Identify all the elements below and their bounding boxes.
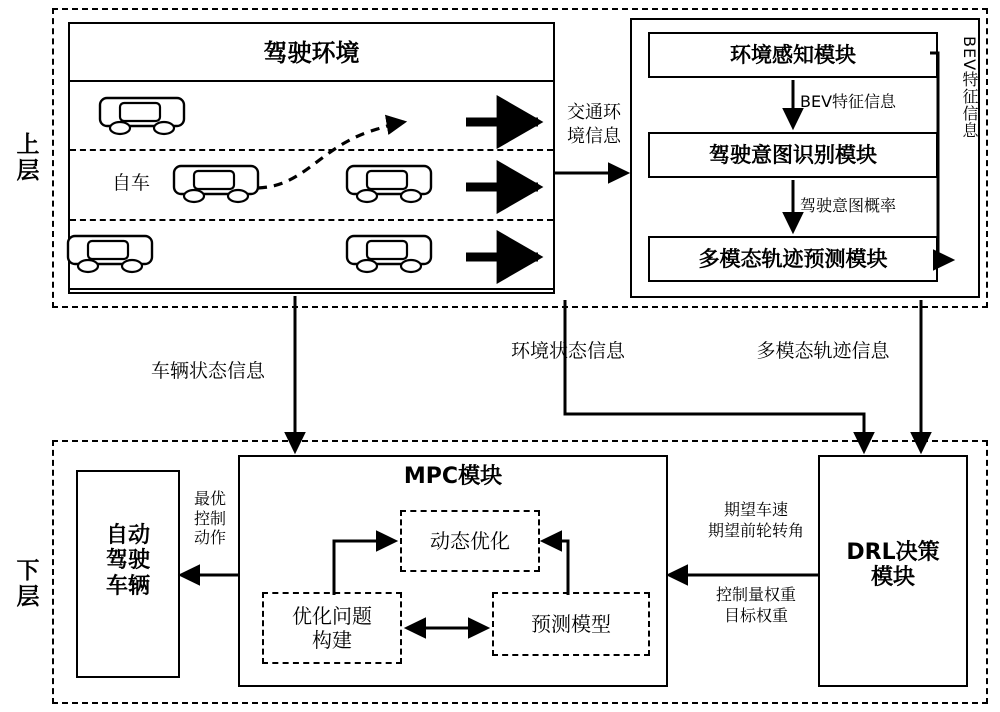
- dynamic-optimization-label: 动态优化: [430, 529, 510, 553]
- vehicle-state-label: 车辆状态信息: [150, 360, 265, 382]
- traffic-env-label-line2: 境信息: [567, 126, 621, 147]
- optimization-problem-line2: 构建: [312, 628, 352, 652]
- trajectory-module-label: 多模态轨迹预测模块: [698, 246, 888, 271]
- prediction-internal-arrows: [630, 18, 982, 300]
- autonomous-vehicle-line2: 驾驶: [105, 548, 150, 574]
- optimal-control-line2: 控制: [193, 508, 226, 528]
- mpc-internal-arrows: [238, 455, 670, 689]
- traffic-env-arrow: [552, 155, 636, 191]
- intention-module-label: 驾驶意图识别模块: [709, 142, 877, 167]
- drl-output-line4: 目标权重: [723, 605, 788, 625]
- driving-environment-title: 驾驶环境: [263, 39, 360, 67]
- drl-module-line2: 模块: [870, 565, 915, 591]
- drl-output-line3: 控制量权重: [715, 585, 796, 604]
- ego-vehicle-label: 自车: [111, 172, 150, 194]
- upper-layer-label: 上层: [16, 132, 40, 185]
- intent-probability-label: 驾驶意图概率: [800, 196, 897, 215]
- env-state-label: 环境状态信息: [510, 340, 625, 362]
- optimal-control-line1: 最优: [193, 489, 226, 508]
- optimal-control-label: [180, 489, 240, 548]
- traffic-env-label-line1: 交通环: [567, 102, 621, 123]
- lower-layer-label: 下层: [16, 558, 40, 611]
- prediction-model-label: 预测模型: [531, 612, 611, 636]
- drl-output-line2: 期望前轮转角: [707, 520, 804, 540]
- optimization-problem-line1: 优化问题: [292, 604, 372, 628]
- optimal-control-line3: 动作: [193, 528, 226, 548]
- autonomous-vehicle-label: [76, 523, 180, 599]
- drl-module-line1: DRL决策: [846, 540, 940, 565]
- multimodal-traj-label: 多模态轨迹信息: [756, 340, 890, 362]
- autonomous-vehicle-line3: 车辆: [105, 573, 150, 599]
- autonomous-vehicle-line1: 自动: [105, 523, 150, 548]
- drl-output-lower-label: [688, 585, 824, 627]
- drl-output-line1: 期望车速: [723, 500, 788, 519]
- bev-feature-label: BEV特征信息: [800, 92, 897, 111]
- bev-feature-side-label: BEV特征信息: [960, 36, 979, 140]
- drl-output-upper-label: [688, 500, 824, 542]
- perception-module-label: 环境感知模块: [730, 42, 856, 67]
- mpc-module-title: MPC模块: [403, 464, 503, 489]
- lane-change-trajectory-and-arrows: [68, 80, 558, 292]
- drl-module-label: [818, 540, 968, 591]
- mpc-to-vehicle-arrow: [176, 560, 244, 590]
